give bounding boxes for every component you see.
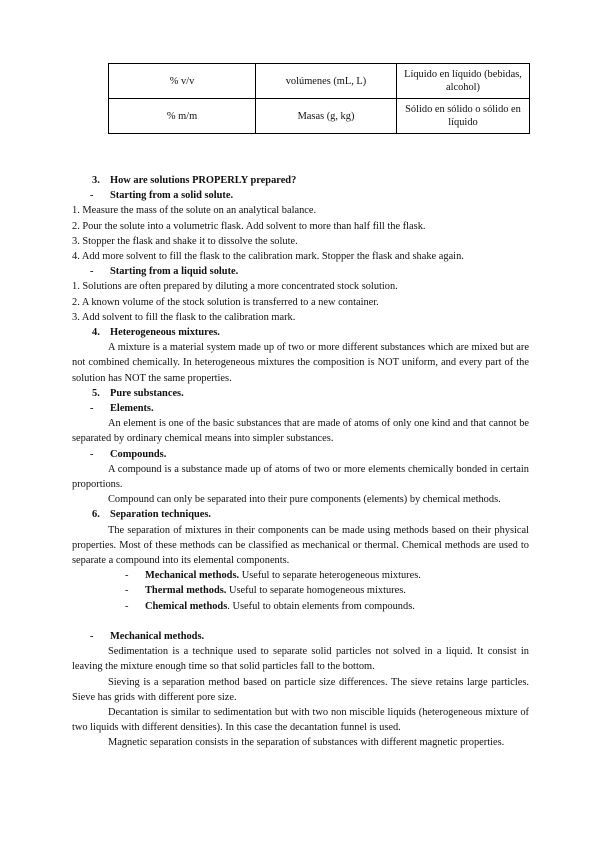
paragraph: An element is one of the basic substances that are made of atoms of only one kind and that cannot be separated by ordinary chemical means into simpler substances. [72,418,529,445]
mechanical-methods-heading: - Mechanical methods. [90,630,205,642]
list-item: 4. Add more solvent to fill the flask to the calibration mark. Stopper the flask and shake again. [72,251,464,263]
paragraph: Sieving is a separation method based on particle size differences. The sieve retains large particles. Sieve has grids with different pore size. [72,676,529,703]
paragraph: Compound can only be separated into their pure components (elements) by chemical methods. [108,494,501,506]
section-5-heading: 5. Pure substances. [92,387,184,399]
solid-solute-heading: - Starting from a solid solute. [90,190,234,202]
list-item: 1. Measure the mass of the solute on an analytical balance. [72,205,317,217]
concentration-units-table [108,63,530,134]
paragraph: A mixture is a material system made up of two or more different substances which are mixed but are not combined chemically. In heterogeneous mixtures the composition is NOT uniform, and every part of the solution has NOT the same properties. [72,342,529,384]
list-item: - Mechanical methods. Useful to separate heterogeneous mixtures. [125,570,421,582]
compounds-heading: - Compounds. [90,448,167,460]
list-item: 2. A known volume of the stock solution is transferred to a new container. [72,296,379,308]
table-row [109,64,530,99]
list-item: 1. Solutions are often prepared by diluting a more concentrated stock solution. [72,281,398,293]
list-item: 2. Pour the solute into a volumetric flask. Add solvent to more than half fill the flask. [72,220,426,232]
list-item: 3. Add solvent to fill the flask to the calibration mark. [72,311,296,323]
paragraph: Magnetic separation consists in the separation of substances with different magnetic properties. [108,737,505,749]
paragraph: A compound is a substance made up of atoms of two or more elements chemically bonded in certain proportions. [72,463,529,491]
table-cell-example: Sólido en sólido o sólido en líquido [397,99,530,134]
liquid-solute-heading: - Starting from a liquid solute. [90,266,239,278]
list-item: 3. Stopper the flask and shake it to dissolve the solute. [72,235,298,247]
table-cell-measure: volúmenes (mL, L) [256,64,397,99]
list-item: - Thermal methods. Useful to separate homogeneous mixtures. [125,585,406,597]
table-cell-unit: % m/m [109,99,256,134]
paragraph: The separation of mixtures in their components can be made using methods based on their physical properties. Most of these methods can be classified as mechanical or thermal. Chemical methods are used to separate a compound into its elemental components. [72,524,529,567]
spacer [72,614,529,629]
list-item: - Chemical methods. Useful to obtain elements from compounds. [125,600,415,612]
elements-heading: - Elements. [90,403,154,415]
document-body [72,173,529,751]
table-cell-unit: % v/v [109,64,256,99]
section-4-heading: 4. Heterogeneous mixtures. [92,327,220,339]
table-cell-example: Líquido en líquido (bebidas, alcohol) [397,64,530,99]
section-3-heading: 3. How are solutions PROPERLY prepared? [92,175,297,186]
paragraph: Sedimentation is a technique used to separate solid particles not solved in a liquid. It consist in leaving the mixture enough time so that solid particles fall to the bottom. [72,646,529,673]
section-6-heading: 6. Separation techniques. [92,509,212,521]
table-cell-measure: Masas (g, kg) [256,99,397,134]
paragraph: Decantation is similar to sedimentation but with two non miscible liquids (heterogeneous mixture of two liquids with different densities). In this case the decantation funnel is used. [72,706,529,734]
table-row [109,99,530,134]
